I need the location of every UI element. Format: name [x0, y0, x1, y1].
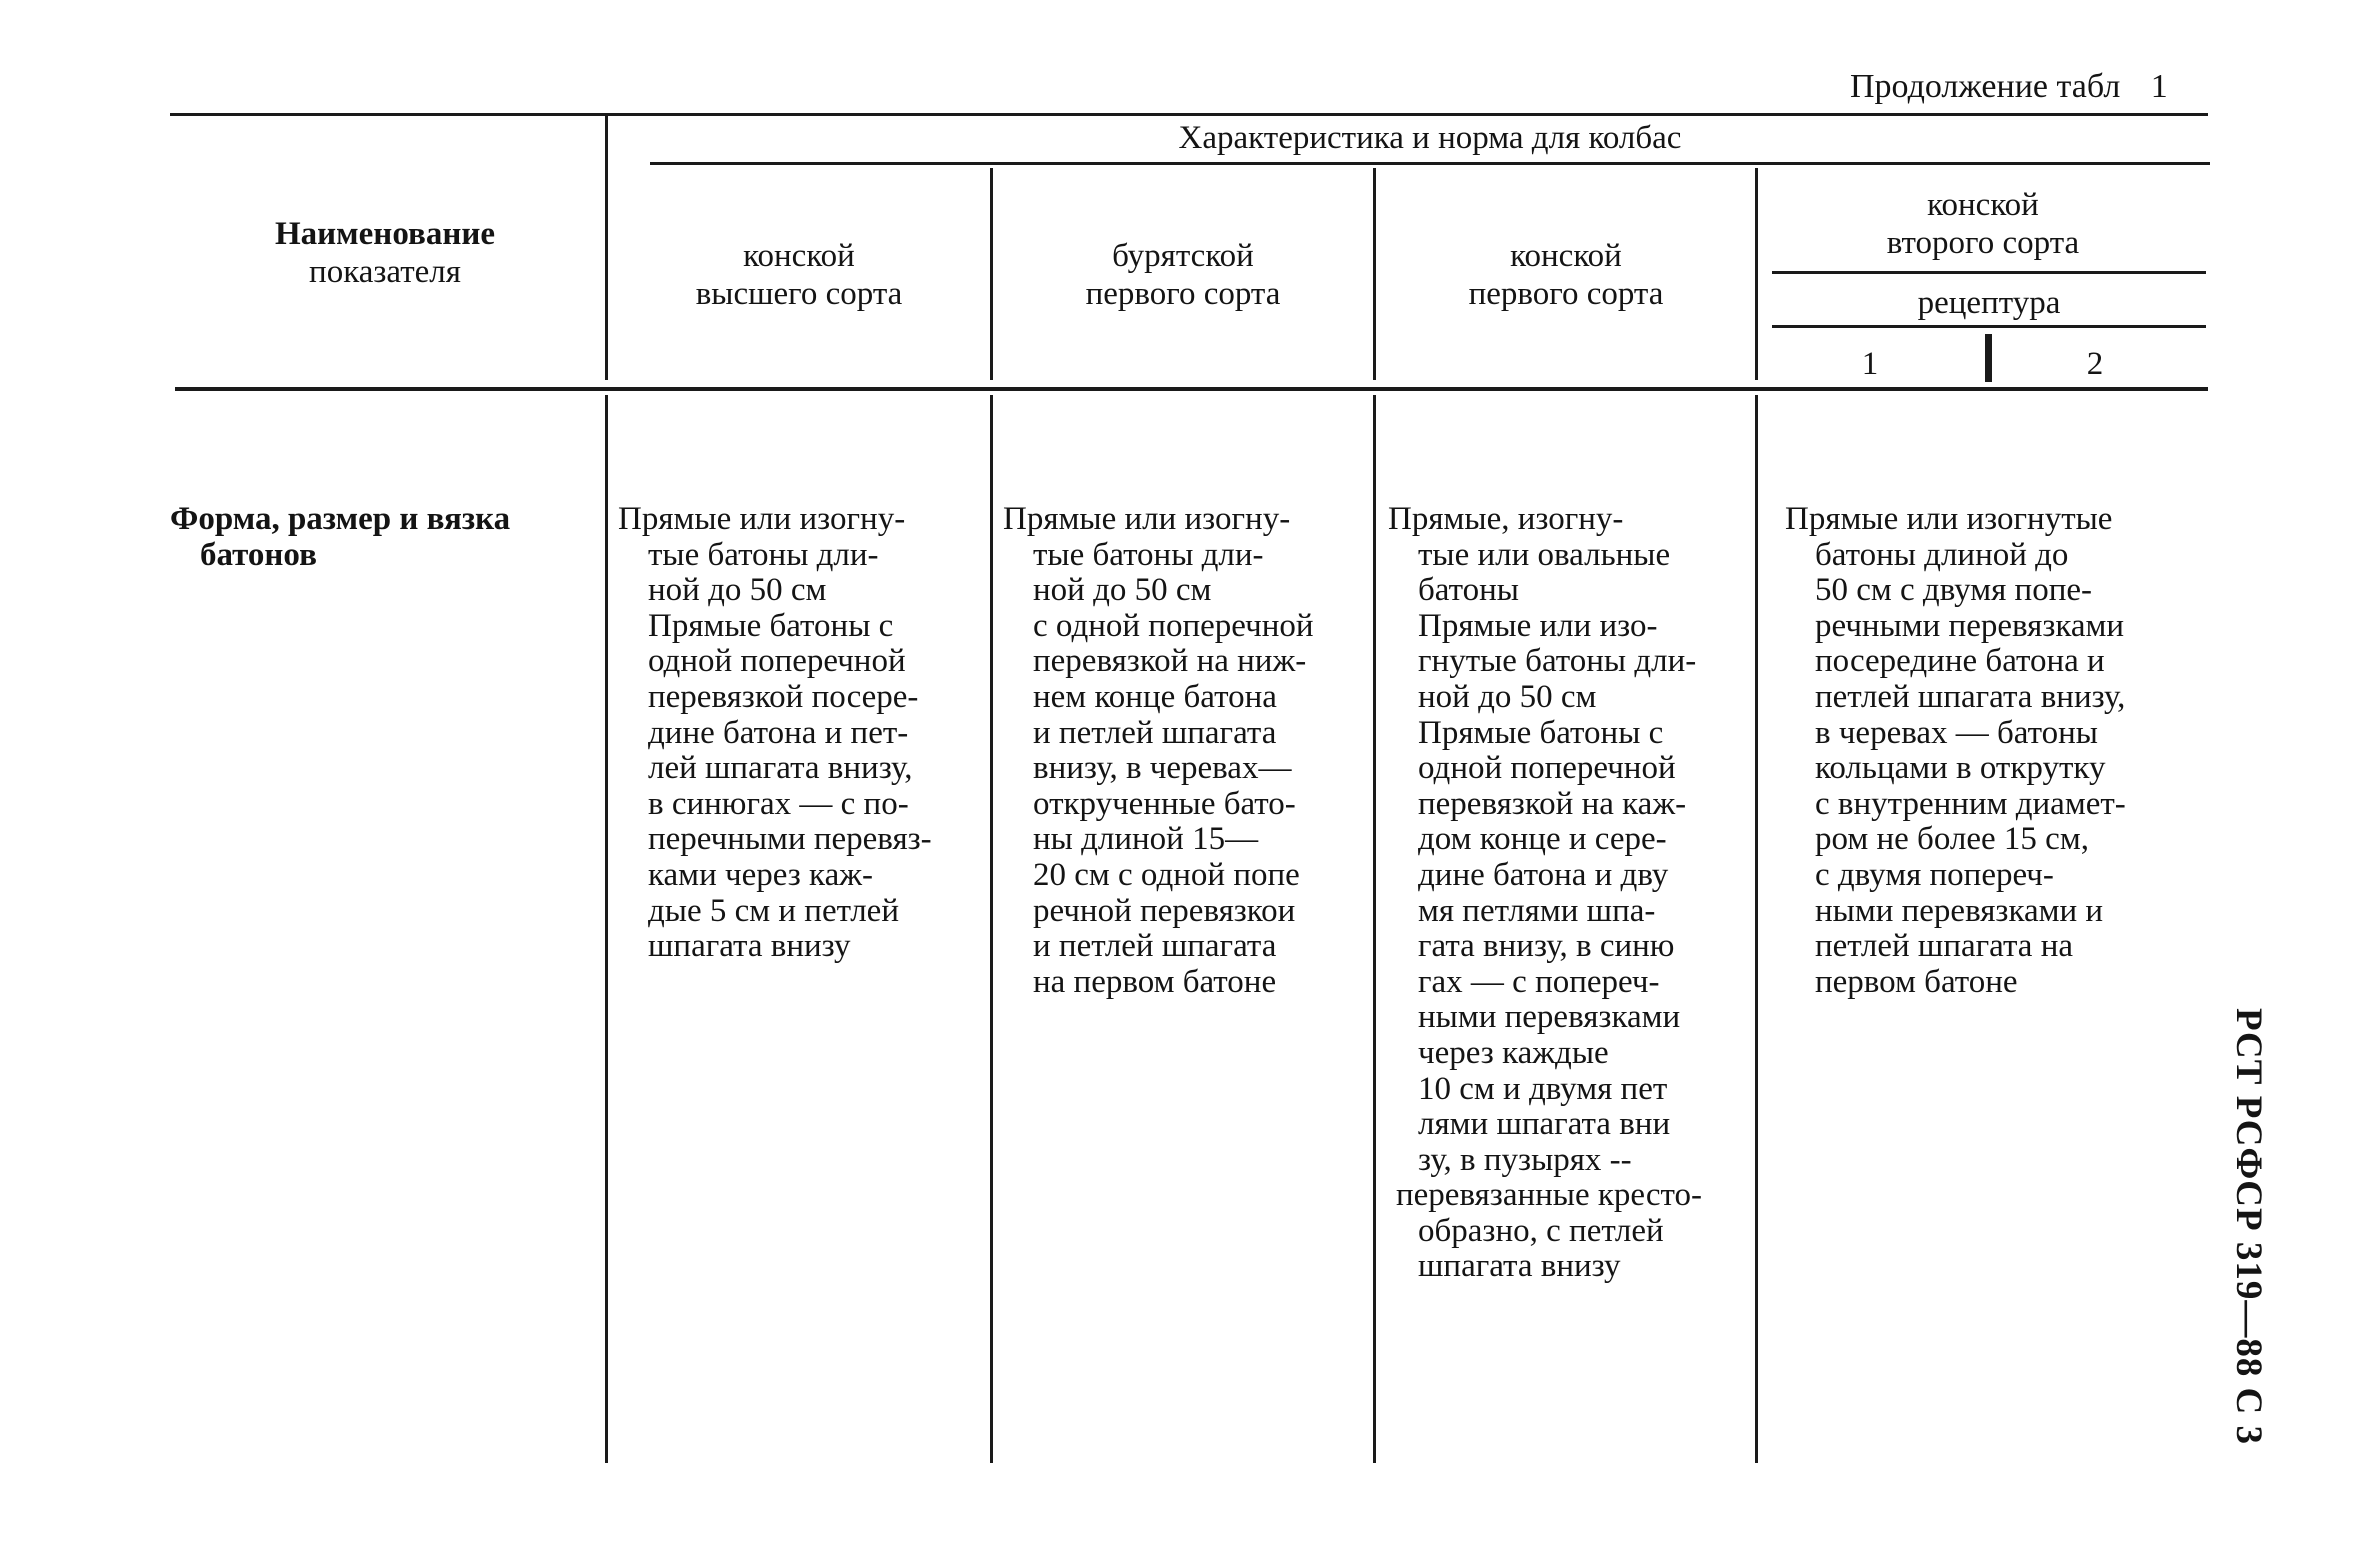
header-column-4: [1760, 186, 2206, 262]
cell-3-line: перевязанные кресто-: [1396, 1177, 1702, 1214]
body-col-divider-1: [605, 395, 608, 1463]
group-header-rule: [650, 162, 2210, 165]
cell-4-line: петлей шпагата на: [1815, 928, 2074, 965]
body-col-divider-2: [990, 395, 993, 1463]
header-column-4-line-1: конской: [1927, 187, 2039, 223]
recipe-rule: [1772, 325, 2206, 328]
body-col-divider-4: [1755, 395, 1758, 1463]
row-parameter-line-2: батонов: [200, 536, 317, 573]
cell-1-line: в синюгах — с по-: [648, 785, 909, 822]
cell-4-line: ром не более 15 см,: [1815, 821, 2089, 858]
row-parameter-name: [170, 502, 510, 573]
header-col-divider-4: [1755, 168, 1758, 380]
header-col-divider-1: [605, 116, 608, 380]
header-column-2-line-1: бурятской: [1112, 238, 1254, 274]
cell-2-line: с одной поперечной: [1033, 607, 1314, 644]
cell-3-line: 10 см и двумя пет: [1418, 1070, 1668, 1107]
cell-4-line: ными перевязками и: [1815, 892, 2104, 929]
cell-4-line: посередине батона и: [1815, 643, 2105, 680]
cell-1-line: лей шпагата внизу,: [648, 750, 913, 787]
cell-1-line: Прямые батоны с: [648, 607, 894, 644]
document-code: РСТ РСФСР 319—88 С 3: [2228, 1008, 2269, 1446]
cell-3-line: ными перевязками: [1418, 999, 1681, 1036]
table-number: 1: [2150, 68, 2168, 105]
cell-1-line: одной поперечной: [648, 643, 906, 680]
cell-4-line: первом батоне: [1815, 963, 2018, 1000]
header-recipe-number-1: 1: [1861, 346, 1879, 382]
cell-2-line: ной до 50 см: [1033, 572, 1212, 609]
cell-2-line: открученные бато-: [1033, 785, 1296, 822]
cell-2-line: 20 см с одной попе: [1033, 856, 1300, 893]
header-column-4-line-2: второго сорта: [1886, 225, 2080, 261]
cell-3-line: перевязкой на каж-: [1418, 785, 1687, 822]
row-cell-2: [1003, 502, 1314, 1000]
cell-4-line: Прямые или изогнутые: [1785, 501, 2113, 537]
header-recipe-label: рецептура: [1917, 285, 2061, 321]
cell-3-line: батоны: [1418, 572, 1519, 609]
cell-4-line: в черевах — батоны: [1815, 714, 2098, 751]
cell-3-line: шпагата внизу: [1418, 1248, 1621, 1285]
cell-2-line: ны длиной 15—: [1033, 821, 1259, 858]
header-column-3-line-1: конской: [1510, 238, 1622, 274]
cell-4-line: с внутренним диамет-: [1815, 785, 2126, 822]
cell-3-line: Прямые, изогну-: [1388, 501, 1624, 537]
header-recipe-number-2: 2: [2086, 346, 2104, 382]
cell-1-line: дине батона и пет-: [648, 714, 909, 751]
cell-1-line: перечными перевяз-: [648, 821, 932, 858]
cell-1-line: ной до 50 см: [648, 572, 827, 609]
cell-4-line: петлей шпагата внизу,: [1815, 678, 2126, 715]
cell-1-line: Прямые или изогну-: [618, 501, 906, 537]
cell-4-line: батоны длиной до: [1815, 536, 2069, 573]
header-parameter-name: [175, 215, 595, 291]
cell-4-line: с двумя попереч-: [1815, 856, 2054, 893]
row-parameter-line-1: Форма, размер и вязка: [170, 501, 511, 537]
header-group-title: Характеристика и норма для колбас: [1178, 120, 1682, 156]
document-code-margin: [2222, 1008, 2282, 1468]
cell-1-line: шпагата внизу: [648, 928, 851, 965]
header-column-1-line-2: высшего сорта: [695, 276, 903, 312]
header-parameter-line-2: показателя: [309, 254, 461, 290]
cell-3-line: мя петлями шпа-: [1418, 892, 1656, 929]
cell-2-line: речной перевязкои: [1033, 892, 1296, 929]
cell-3-line: гата внизу, в синю: [1418, 928, 1675, 965]
header-column-2: [996, 237, 1370, 313]
header-column-3-line-2: первого сорта: [1468, 276, 1664, 312]
cell-1-line: ками через каж-: [648, 856, 874, 893]
header-bottom-rule: [175, 387, 2208, 391]
cell-3-line: дине батона и дву: [1418, 856, 1669, 893]
header-col-divider-2: [990, 168, 993, 380]
recipe-divider: [1985, 334, 1992, 382]
cell-3-line: Прямые батоны с: [1418, 714, 1664, 751]
continuation-text: Продолжение табл: [1850, 68, 2121, 105]
cell-1-line: дые 5 см и петлей: [648, 892, 899, 929]
header-col-divider-3: [1373, 168, 1376, 380]
header-column-1: [612, 237, 986, 313]
cell-3-line: гах — с попереч-: [1418, 963, 1660, 1000]
cell-2-line: нем конце батона: [1033, 678, 1277, 715]
cell-2-line: Прямые или изогну-: [1003, 501, 1291, 537]
cell-3-line: образно, с петлей: [1418, 1212, 1664, 1249]
cell-2-line: тые батоны дли-: [1033, 536, 1264, 573]
header-column-1-line-1: конской: [743, 238, 855, 274]
header-parameter-line-1: Наименование: [275, 216, 495, 252]
cell-2-line: и петлей шпагата: [1033, 714, 1277, 751]
body-col-divider-3: [1373, 395, 1376, 1463]
cell-1-line: перевязкой посере-: [648, 678, 919, 715]
cell-4-line: речными перевязками: [1815, 607, 2125, 644]
cell-3-line: через каждые: [1418, 1034, 1609, 1071]
row-cell-3: [1388, 502, 1702, 1285]
cell-3-line: дом конце и сере-: [1418, 821, 1667, 858]
cell-3-line: тые или овальные: [1418, 536, 1671, 573]
cell-2-line: перевязкой на ниж-: [1033, 643, 1307, 680]
cell-2-line: на первом батоне: [1033, 963, 1277, 1000]
header-column-2-line-2: первого сорта: [1085, 276, 1281, 312]
header-column-3: [1379, 237, 1753, 313]
row-cell-1: [618, 502, 932, 965]
cell-3-line: лями шпагата вни: [1418, 1106, 1671, 1143]
cell-2-line: внизу, в черевах—: [1033, 750, 1292, 787]
continuation-label: [1850, 70, 2168, 104]
second-grade-rule: [1772, 271, 2206, 274]
cell-3-line: ной до 50 см: [1418, 678, 1597, 715]
row-cell-4: [1785, 502, 2126, 1000]
cell-2-line: и петлей шпагата: [1033, 928, 1277, 965]
cell-3-line: гнутые батоны дли-: [1418, 643, 1697, 680]
cell-3-line: одной поперечной: [1418, 750, 1676, 787]
cell-4-line: кольцами в открутку: [1815, 750, 2106, 787]
cell-1-line: тые батоны дли-: [648, 536, 879, 573]
cell-3-line: зу, в пузырях --: [1418, 1141, 1632, 1178]
table-top-rule: [170, 113, 2208, 116]
cell-4-line: 50 см с двумя попе-: [1815, 572, 2093, 609]
cell-3-line: Прямые или изо-: [1418, 607, 1658, 644]
